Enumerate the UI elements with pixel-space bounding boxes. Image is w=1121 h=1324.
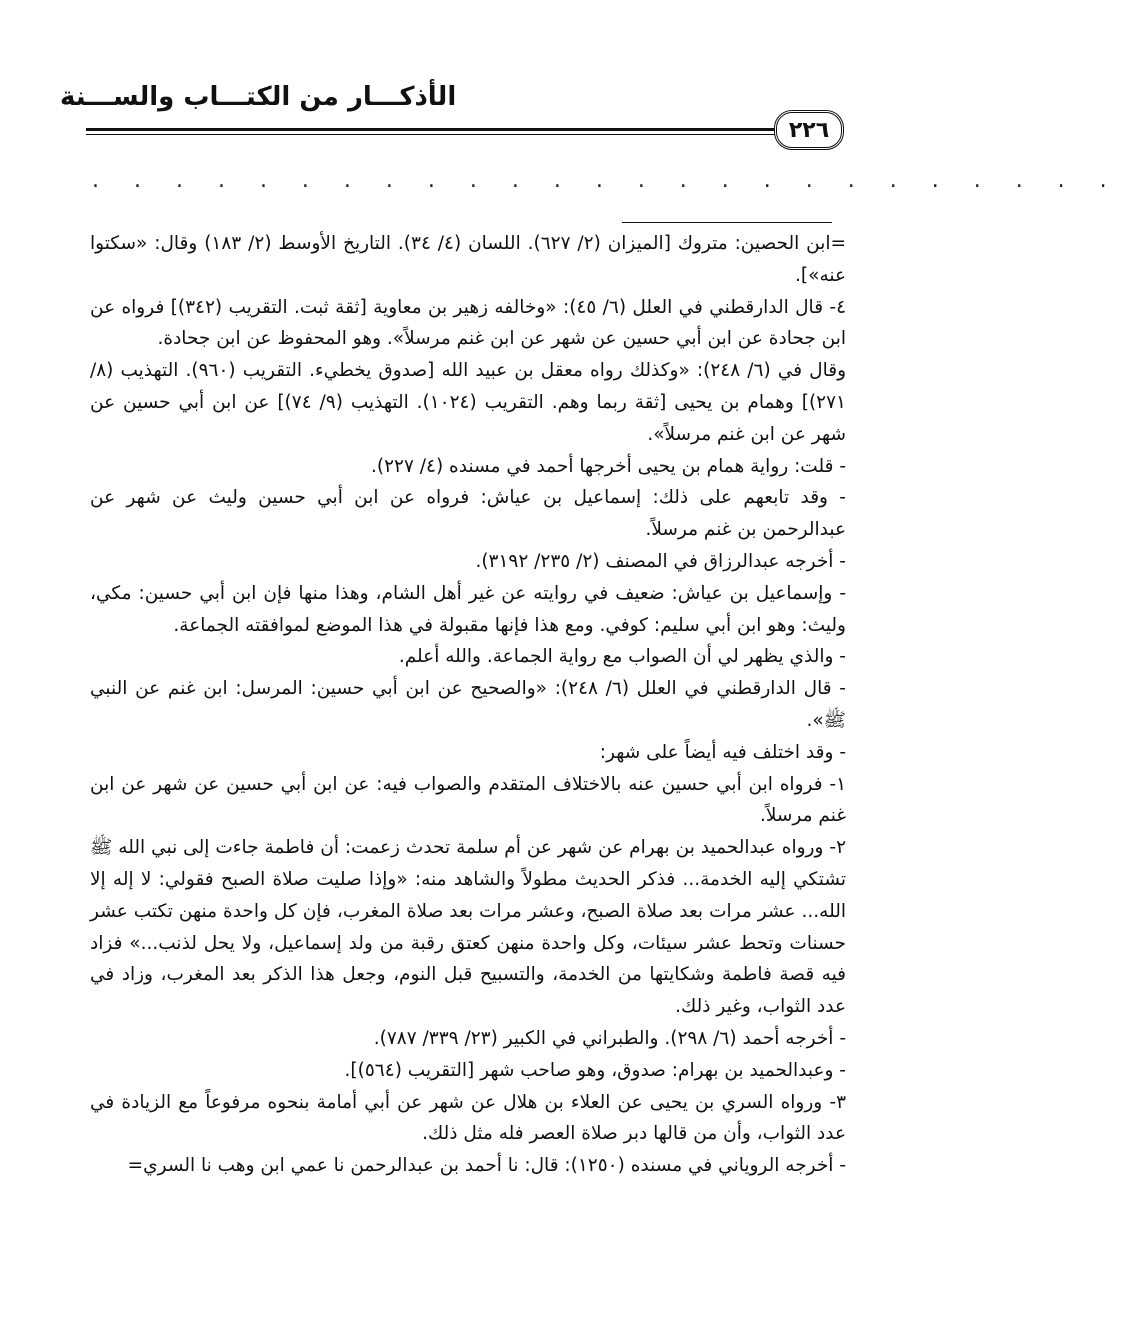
paragraph: - والذي يظهر لي أن الصواب مع رواية الجماعة. والله أعلم. <box>398 646 846 668</box>
paragraph: - قلت: رواية همام بن يحيى أخرجها أحمد في مسنده (٤/ ٢٢٧). <box>370 455 846 477</box>
running-header-title: الأذكـــار من الكتـــاب والســـنة <box>60 82 457 112</box>
paragraph: - أخرجه الروياني في مسنده (١٢٥٠): قال: نا أحمد بن عبدالرحمن نا عمي ابن وهب نا السري= <box>127 1155 846 1177</box>
footnote-body <box>90 228 846 1182</box>
paragraph: - أخرجه أحمد (٦/ ٢٩٨). والطبراني في الكبير (٢٣/ ٣٣٩/ ٧٨٧). <box>373 1027 846 1049</box>
dots-separator: . . . . . . . . . . . . . . . . . . . . . . . . . <box>92 168 1121 193</box>
footnote-rule <box>622 222 832 223</box>
header-rule <box>86 128 784 135</box>
paragraph: ٢- ورواه عبدالحميد بن بهرام عن شهر عن أم سلمة تحدث زعمت: أن فاطمة جاءت إلى نبي الله ﷺ تشتكي إليه الخدمة... فذكر الحديث مطولاً والشاهد منه: «وإذا صليت صلاة الصبح فقولي: لا إله إلا الله... عشر مرات بعد صلاة الصبح، وعشر مرات بعد صلاة المغرب، فإن كل واحدة منهن تكتب عشر حسنات وتحط عشر سيئات، وكل واحدة منهن كعتق رقبة من ولد إسماعيل، ولا يحل لذنب...» فزاد فيه قصة فاطمة وشكايتها من الخدمة، والتسبيح قبل النوم، وجعل هذا الذكر بعد المغرب، وزاد في عدد الثواب، وغير ذلك. <box>90 837 846 1018</box>
paragraph: - وإسماعيل بن عياش: ضعيف في روايته عن غير أهل الشام، وهذا منها فإن ابن أبي حسين: مكي، وليث: وهو ابن أبي سليم: كوفي. ومع هذا فإنها مقبولة في هذا الموضع لموافقته الجماعة. <box>90 582 846 636</box>
paragraph: =ابن الحصين: متروك [الميزان (٢/ ٦٢٧). اللسان (٤/ ٣٤). التاريخ الأوسط (٢/ ١٨٣) وقال: «سكتوا عنه»]. <box>90 233 847 286</box>
paragraph: - قال الدارقطني في العلل (٦/ ٢٤٨): «والصحيح عن ابن أبي حسين: المرسل: ابن غنم عن النبي ﷺ». <box>90 678 846 731</box>
paragraph: ٣- ورواه السري بن يحيى عن العلاء بن هلال عن شهر عن أبي أمامة بنحوه مرفوعاً مع الزيادة في عدد الثواب، وأن من قالها دبر صلاة العصر فله مثل ذلك. <box>90 1091 846 1145</box>
page-number: ٢٢٦ <box>774 110 844 150</box>
paragraph: ١- فرواه ابن أبي حسين عنه بالاختلاف المتقدم والصواب فيه: عن ابن أبي حسين عن شهر عن ابن غنم مرسلاً. <box>90 773 846 827</box>
paragraph: - وقد تابعهم على ذلك: إسماعيل بن عياش: فرواه عن ابن أبي حسين وليث عن شهر عن عبدالرحمن بن غنم مرسلاً. <box>90 487 846 541</box>
paragraph: - وقد اختلف فيه أيضاً على شهر: <box>599 741 846 763</box>
paragraph: - وعبدالحميد بن بهرام: صدوق، وهو صاحب شهر [التقريب (٥٦٤)]. <box>344 1059 846 1081</box>
paragraph: ٤- قال الدارقطني في العلل (٦/ ٤٥): «وخالفه زهير بن معاوية [ثقة ثبت. التقريب (٣٤٢)] فرواه عن ابن جحادة عن ابن أبي حسين عن شهر عن ابن غنم مرسلاً». وهو المحفوظ عن ابن جحادة. <box>90 296 846 350</box>
paragraph: وقال في (٦/ ٢٤٨): «وكذلك رواه معقل بن عبيد الله [صدوق يخطيء. التقريب (٩٦٠). التهذيب (٨/ ٢٧١)] وهمام بن يحيى [ثقة ربما وهم. التقريب (١٠٢٤). التهذيب (٩/ ٧٤)] عن ابن أبي حسين عن شهر عن ابن غنم مرسلاً». <box>90 360 846 445</box>
paragraph: - أخرجه عبدالرزاق في المصنف (٢/ ٢٣٥/ ٣١٩٢). <box>475 550 846 572</box>
